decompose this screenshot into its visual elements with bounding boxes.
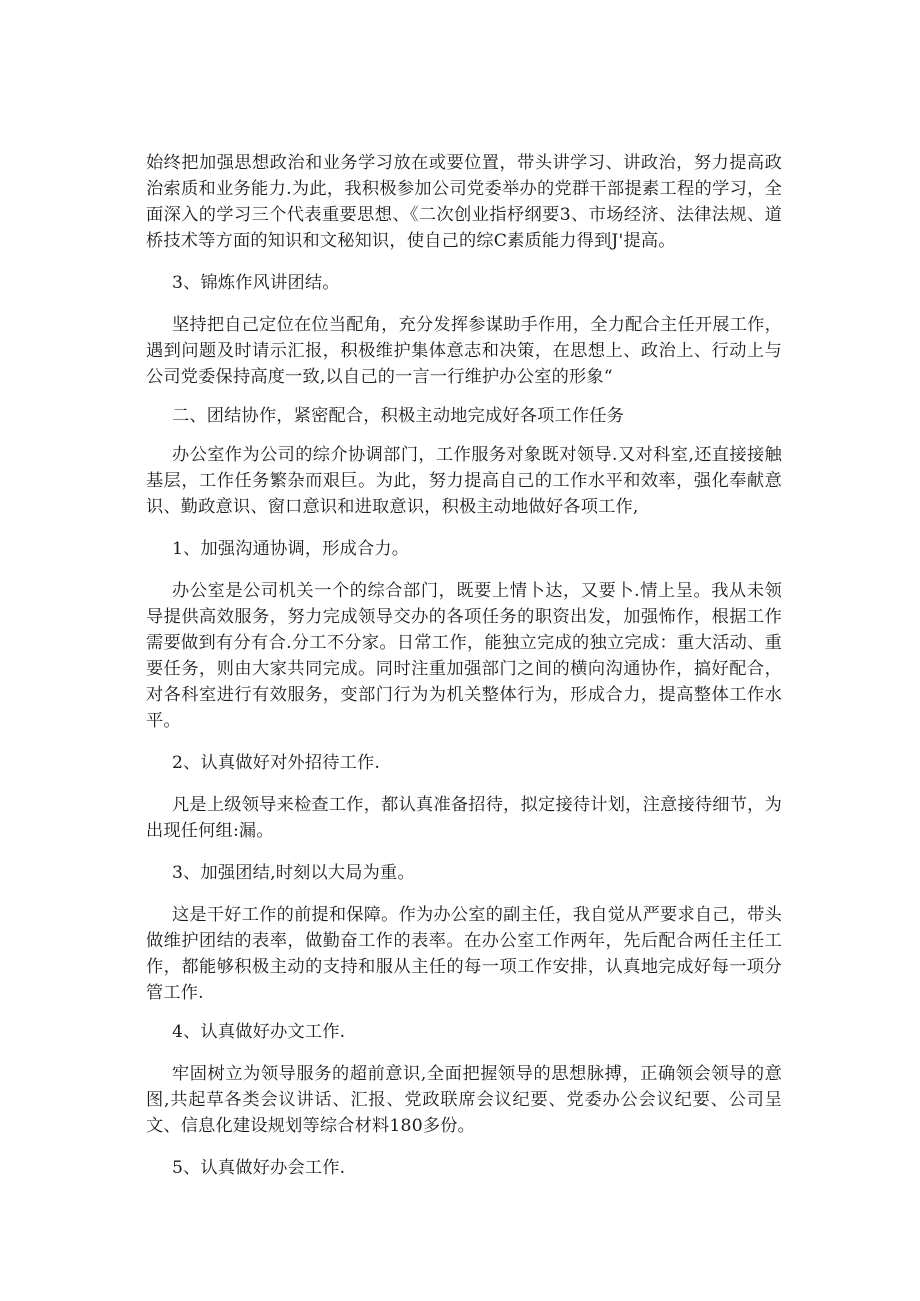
document-body xyxy=(146,150,782,1181)
spacer xyxy=(146,254,782,270)
spacer xyxy=(146,429,782,442)
spacer xyxy=(146,1139,782,1155)
spacer xyxy=(146,844,782,860)
heading-documents: 4、认真做好办文工作. xyxy=(172,1022,346,1042)
spacer xyxy=(146,296,782,312)
spacer xyxy=(146,734,782,750)
paragraph-reception-detail: 凡是上级领导来检查工作，都认真准备招待，拟定接待计划，注意接待细节，为出现任何组:漏。 xyxy=(146,795,782,841)
spacer xyxy=(146,562,782,578)
paragraph-documents-detail: 牢固树立为领导服务的超前意识,全面把握领导的思想脉搏，正确领会领导的意图,共起草各类会议讲话、汇报、党政联席会议纪要、党委办公会议纪要、公司呈文、信息化建设规划等综合材料180多份。 xyxy=(146,1064,782,1136)
heading-unity: 3、加强团结,时刻以大局为重。 xyxy=(172,863,415,883)
heading-communication: 1、加强沟通协调，形成合力。 xyxy=(172,539,410,559)
spacer xyxy=(146,1006,782,1019)
paragraph-political-study: 始终把加强思想政治和业务学习放在或要位置，带头讲学习、讲政治，努力提高政治索质和业务能力.为此，我积极参加公司党委举办的党群干部提素工程的学习，全面深入的学习三个代表重要思想、《二次创业指杼纲要3、市场经济、法律法规、道桥技术等方面的知识和文秘知识，使自己的综C素质能力得到J'提高。 xyxy=(146,153,782,251)
heading-meetings: 5、认真做好办会工作. xyxy=(172,1158,346,1178)
spacer xyxy=(146,886,782,902)
section-heading-teamwork: 二、团结协作，紧密配合，积极主动地完成好各项工作任务 xyxy=(172,406,625,426)
spacer xyxy=(146,520,782,536)
spacer xyxy=(146,1045,782,1061)
heading-reception: 2、认真做好对外招待工作. xyxy=(172,753,381,773)
heading-work-style: 3、锦炼作风讲团结。 xyxy=(172,273,340,293)
spacer xyxy=(146,390,782,403)
paragraph-unity-detail: 这是干好工作的前提和保障。作为办公室的副主任，我自觉从严要求自己，带头做维护团结的表率，做勤奋工作的表率。在办公室工作两年，先后配合两任主任工作，都能够积极主动的支持和服从主任的每一项工作安排，认真地完成好每一项分管工作. xyxy=(146,905,782,1003)
paragraph-office-role: 办公室作为公司的综介协调部门，工作服务对象既对领导.又对科室,还直接接触基层，工作任务繁杂而艰巨。为此，努力提高自己的工作水平和效率，强化奉献意识、勤政意识、窗口意识和进取意识，积极主动地做好各项工作, xyxy=(146,445,782,517)
paragraph-positioning: 坚持把自己定位在位当配角，充分发挥参谋助手作用，全力配合主任开展工作，遇到问题及时请示汇报，积极维护集体意志和决策，在思想上、政治上、行动上与公司党委保持高度一致,以自己的一言一行维护办公室的形象“ xyxy=(146,315,782,387)
spacer xyxy=(146,776,782,792)
paragraph-comprehensive-department: 办公室是公司机关一个的综合部门，既要上情卜达，又要卜.情上呈。我从未领导提供高效服务，努力完成领导交办的各项任务的职资出发，加强怖作，根据工作需要做到有分有合.分工不分家。日常工作，能独立完成的独立完成：重大活动、重要任务，则由大家共同完成。同时注重加强部门之间的横向沟通协作，搞好配合，对各科室进行有效服务，变部门行为为机关整体行为，形成合力，提高整体工作水平。 xyxy=(146,581,782,731)
